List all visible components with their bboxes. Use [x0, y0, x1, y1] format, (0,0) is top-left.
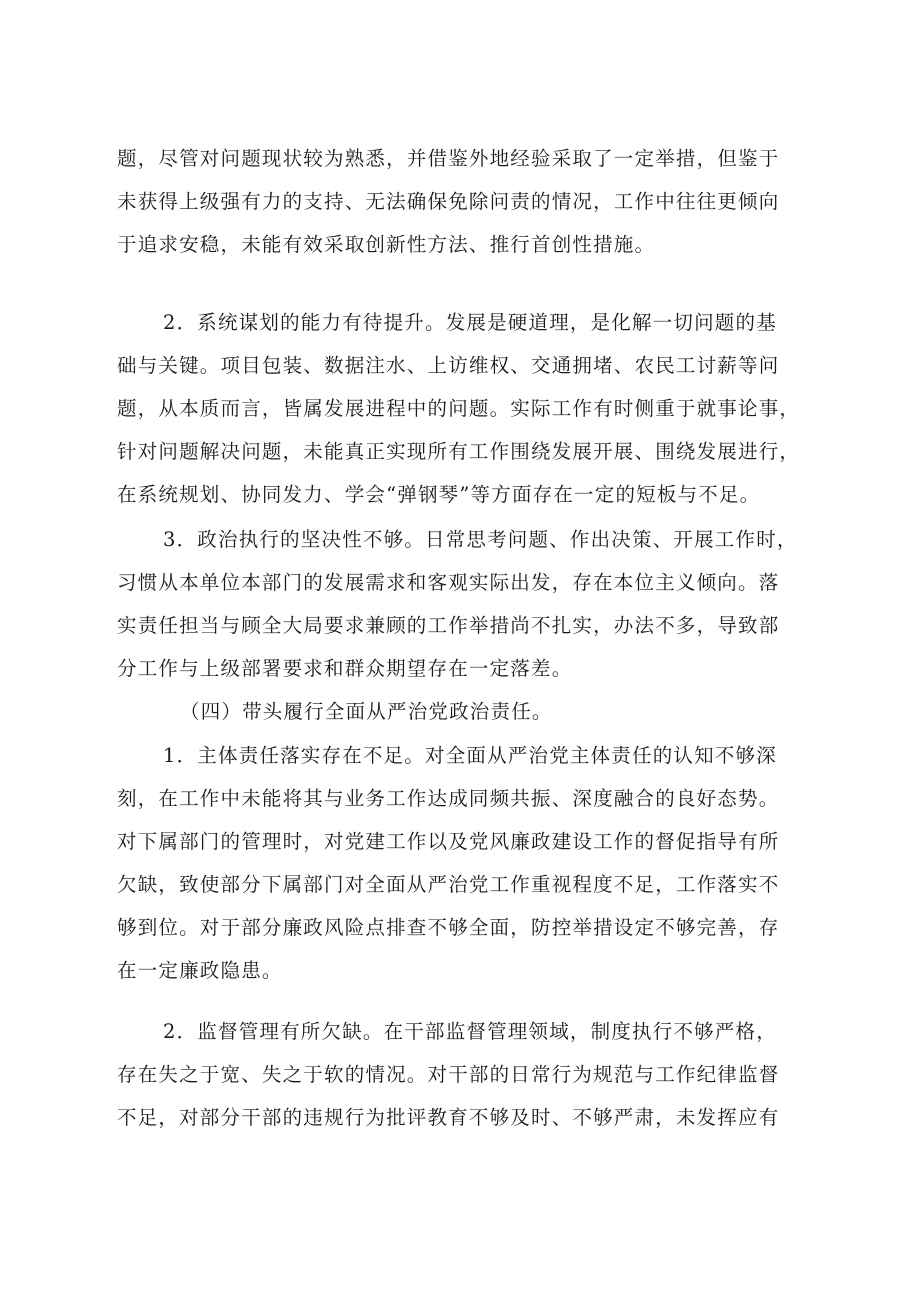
- text-line: 2．监督管理有所欠缺。在干部监督管理领域，制度执行不够严格，: [163, 1020, 777, 1043]
- text-line: 未获得上级强有力的支持、无法确保免除问责的情况，工作中往往更倾向: [117, 190, 780, 213]
- text-line: 1．主体责任落实存在不足。对全面从严治党主体责任的认知不够深: [163, 744, 777, 767]
- text-line: 3．政治执行的坚决性不够。日常思考问题、作出决策、开展工作时，: [163, 528, 798, 551]
- text-line: 对下属部门的管理时，对党建工作以及党风廉政建设工作的督促指导有所: [117, 830, 780, 853]
- text-line: 够到位。对于部分廉政风险点排查不够全面，防控举措设定不够完善，存: [117, 916, 780, 939]
- text-line: 于追求安稳，未能有效采取创新性方法、推行首创性措施。: [117, 233, 656, 256]
- text-line: 2．系统谋划的能力有待提升。发展是硬道理，是化解一切问题的基: [163, 311, 777, 334]
- text-line: 在系统规划、协同发力、学会“弹钢琴”等方面存在一定的短板与不足。: [117, 483, 761, 506]
- text-line: 分工作与上级部署要求和群众期望存在一定落差。: [117, 657, 573, 680]
- section-heading: （四）带头履行全面从严治党政治责任。: [180, 700, 553, 723]
- text-line: 刻，在工作中未能将其与业务工作达成同频共振、深度融合的良好态势。: [117, 787, 780, 810]
- text-line: 题，从本质而言，皆属发展进程中的问题。实际工作有时侧重于就事论事，: [117, 397, 801, 420]
- text-line: 实责任担当与顾全大局要求兼顾的工作举措尚不扎实，办法不多，导致部: [117, 614, 780, 637]
- text-line: 题，尽管对问题现状较为熟悉，并借鉴外地经验采取了一定举措，但鉴于: [117, 147, 780, 170]
- text-line: 习惯从本单位本部门的发展需求和客观实际出发，存在本位主义倾向。落: [117, 571, 780, 594]
- text-line: 不足，对部分干部的违规行为批评教育不够及时、不够严肃，未发挥应有: [117, 1106, 780, 1129]
- text-line: 针对问题解决问题，未能真正实现所有工作围绕发展开展、围绕发展进行，: [117, 440, 801, 463]
- text-line: 存在失之于宽、失之于软的情况。对干部的日常行为规范与工作纪律监督: [117, 1063, 780, 1086]
- text-line: 础与关键。项目包装、数据注水、上访维权、交通拥堵、农民工讨薪等问: [117, 354, 780, 377]
- text-line: 在一定廉政隐患。: [117, 959, 283, 982]
- text-line: 欠缺，致使部分下属部门对全面从严治党工作重视程度不足，工作落实不: [117, 873, 780, 896]
